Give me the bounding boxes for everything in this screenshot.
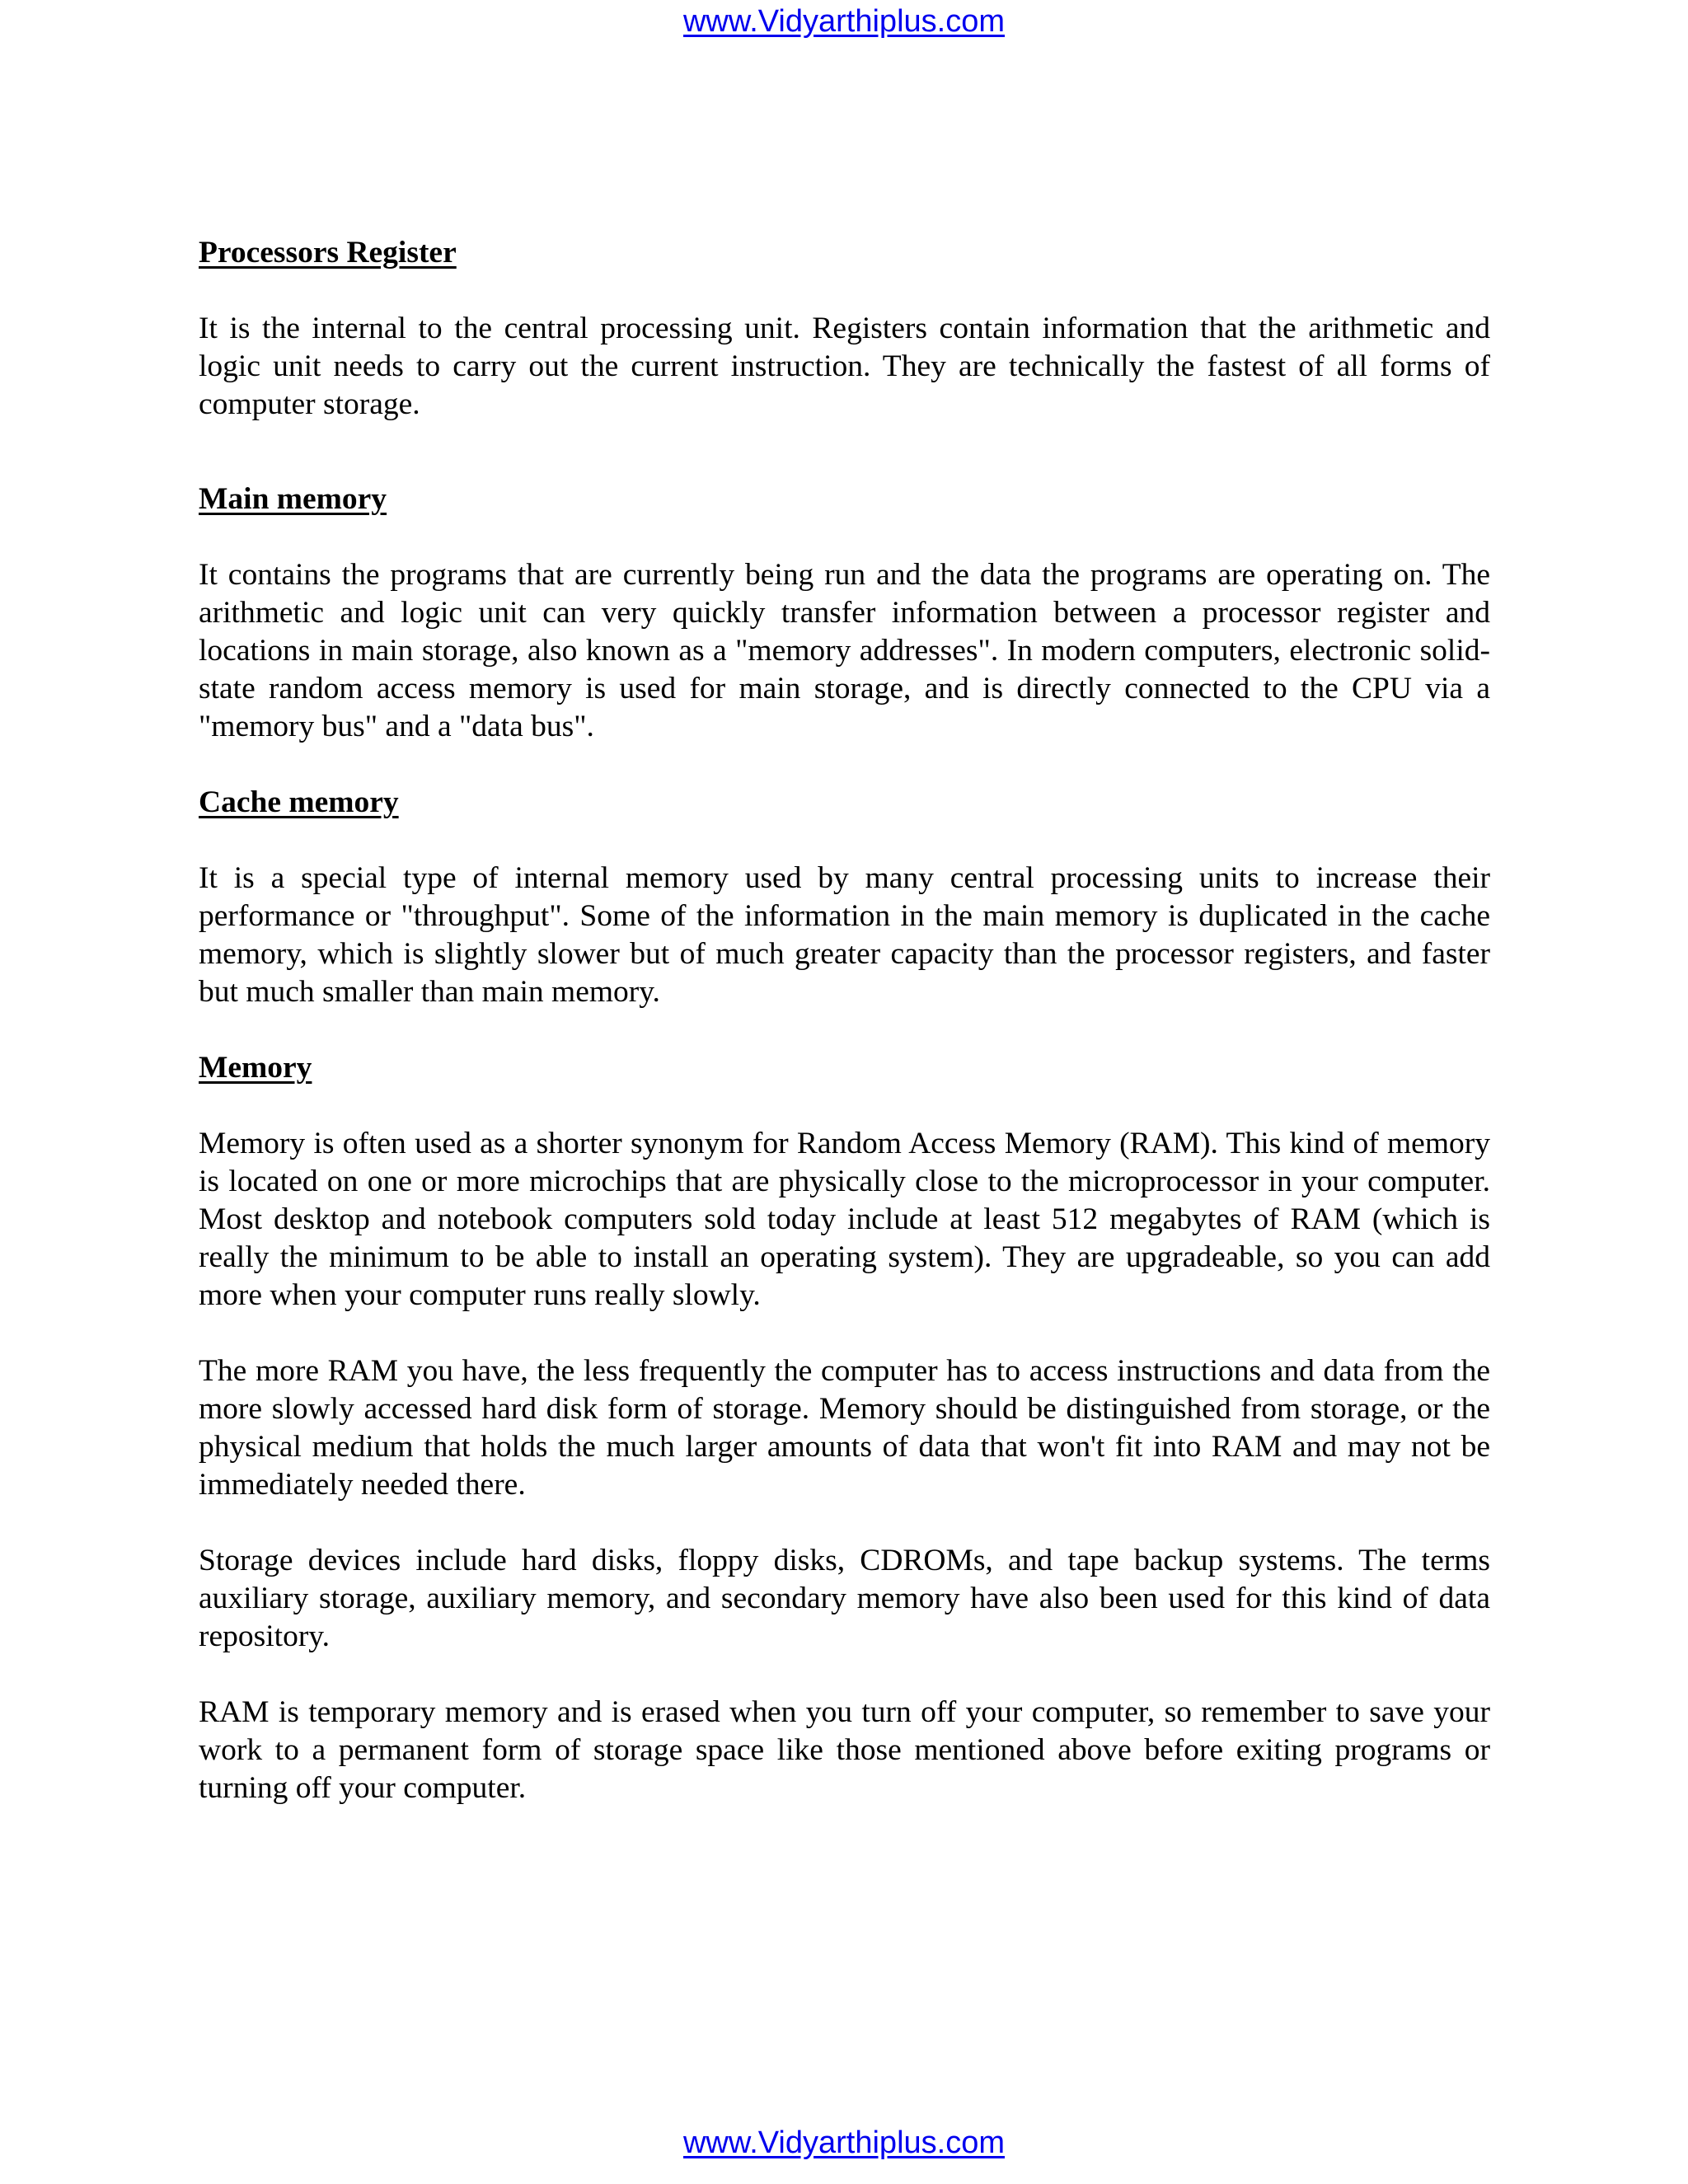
paragraph-spacer	[199, 1315, 1490, 1352]
section-heading-memory: Memory	[199, 1051, 312, 1085]
section-spacer	[199, 1011, 1490, 1049]
footer-site-link[interactable]: www.Vidyarthiplus.com	[682, 2125, 1005, 2160]
section-heading-processors-register: Processors Register	[199, 236, 457, 269]
paragraph-memory-ram-temporary: RAM is temporary memory and is erased when you turn off your computer, so remember to save your work to a permanent form of storage space like those mentioned above before exiting programs or turning off your computer.	[199, 1695, 1490, 1805]
document-body	[199, 234, 1490, 1807]
paragraph-main-memory: It contains the programs that are currently being run and the data the programs are operating on. The arithmetic and logic unit can very quickly transfer information between a processor register and locations in main storage, also known as a "memory addresses". In modern computers, electronic solid-state random access memory is used for main storage, and is directly connected to the CPU via a "memory bus" and a "data bus".	[199, 558, 1490, 743]
paragraph-memory-ram-definition: Memory is often used as a shorter synonym for Random Access Memory (RAM). This kind of memory is located on one or more microchips that are physically close to the microprocessor in your computer. Most desktop and notebook computers sold today include at least 512 megabytes of RAM (which is really the minimum to be able to install an operating system). They are upgradeable, so you can add more when your computer runs really slowly.	[199, 1127, 1490, 1312]
section-spacer	[199, 424, 1490, 480]
paragraph-memory-storage-devices: Storage devices include hard disks, floppy disks, CDROMs, and tape backup systems. The terms auxiliary storage, auxiliary memory, and secondary memory have also been used for this kind of data repository.	[199, 1544, 1490, 1653]
paragraph-memory-more-ram: The more RAM you have, the less frequently the computer has to access instructions and data from the more slowly accessed hard disk form of storage. Memory should be distinguished from storage, or the physical medium that holds the much larger amounts of data that won't fit into RAM and may not be immediately needed there.	[199, 1354, 1490, 1502]
section-heading-cache-memory: Cache memory	[199, 785, 399, 819]
paragraph-spacer	[199, 1504, 1490, 1542]
paragraph-spacer	[199, 1656, 1490, 1694]
paragraph-cache-memory: It is a special type of internal memory used by many central processing units to increase their performance or "throughput". Some of the information in the main memory is duplicated in the cache memory, which is slightly slower but of much greater capacity than the processor registers, and faster but much smaller than main memory.	[199, 861, 1490, 1009]
section-spacer	[199, 746, 1490, 784]
section-heading-main-memory: Main memory	[199, 482, 387, 516]
paragraph-processors-register: It is the internal to the central processing unit. Registers contain information that the arithmetic and logic unit needs to carry out the current instruction. They are technically the fastest of all forms of computer storage.	[199, 312, 1490, 421]
header-site-link[interactable]: www.Vidyarthiplus.com	[682, 4, 1005, 39]
